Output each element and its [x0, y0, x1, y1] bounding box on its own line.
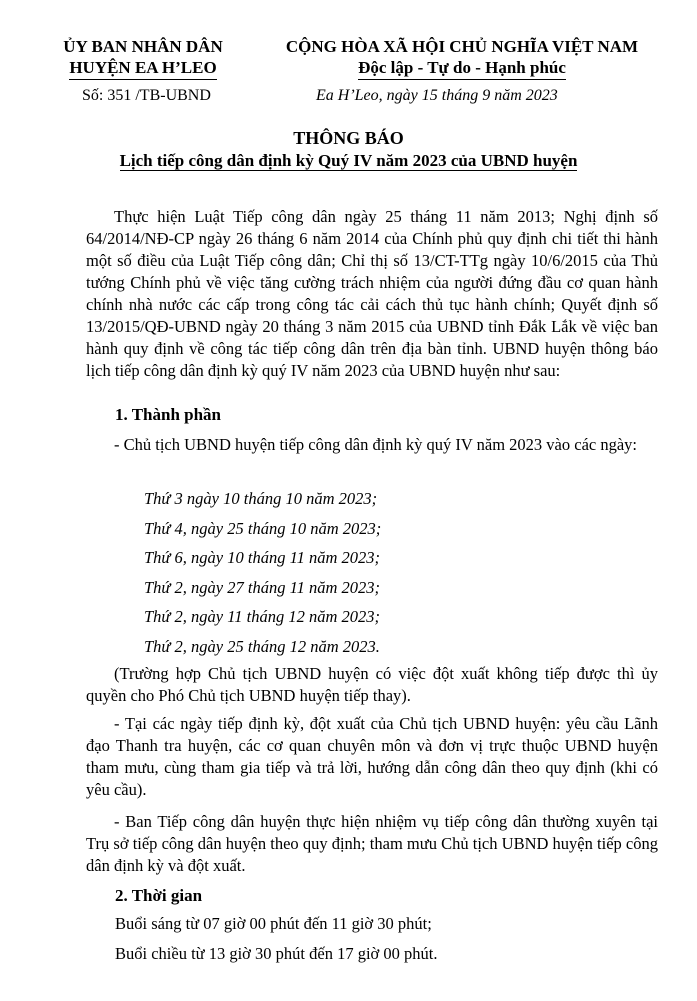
reception-date: Thứ 6, ngày 10 tháng 11 năm 2023; — [144, 548, 381, 567]
reception-dates-list — [144, 484, 381, 661]
national-motto: Độc lập - Tự do - Hạnh phúc — [358, 57, 566, 80]
reception-date: Thứ 4, ngày 25 tháng 10 năm 2023; — [144, 518, 382, 538]
agency-header — [38, 36, 248, 80]
document-number: Số: 351 /TB-UBND — [82, 87, 211, 104]
reception-date: Thứ 2, ngày 27 tháng 11 năm 2023; — [144, 577, 381, 597]
intro-paragraph: Thực hiện Luật Tiếp công dân ngày 25 tháng 11 năm 2013; Nghị định số 64/2014/NĐ-CP ngày 26 tháng 6 năm 2014 của Chính phủ quy định chi tiết thi hành một số điều của Luật Tiếp công dân; Chỉ thị số 13/CT-TTg ngày 10/6/2015 của Thủ tướng Chính phủ về việc tăng cường trách nhiệm của người đứng đầu cơ quan hành chính nhà nước các cấp trong công tác cải cách thủ tục hành chính; Quyết định số 13/2015/QĐ-UBND ngày 20 tháng 3 năm 2015 của UBND tỉnh Đắk Lắk về việc ban hành quy định về công tác tiếp công dân trên địa bàn tỉnh. UBND huyện thông báo lịch tiếp công dân định kỳ quý IV năm 2023 của UBND huyện như sau: — [86, 207, 658, 380]
afternoon-hours: Buổi chiều từ 13 giờ 30 phút đến 17 giờ 00 phút. — [115, 944, 438, 963]
document-date: Ea H’Leo, ngày 15 tháng 9 năm 2023 — [316, 87, 558, 104]
reception-date: Thứ 2, ngày 25 tháng 12 năm 2023. — [144, 636, 380, 656]
agency-line-1: ỦY BAN NHÂN DÂN — [63, 37, 223, 56]
section-1-paragraph-2: (Trường hợp Chủ tịch UBND huyện có việc đột xuất không tiếp được thì ủy quyền cho Phó Chủ tịch UBND huyện tiếp thay). — [86, 664, 658, 705]
section-1-paragraph-3: - Tại các ngày tiếp định kỳ, đột xuất của Chủ tịch UBND huyện: yêu cầu Lãnh đạo Thanh tra huyện, các cơ quan chuyên môn và đơn vị trực thuộc UBND huyện tham mưu, cùng tham gia tiếp và trả lời, hướng dẫn công dân theo quy định (khi có yêu cầu). — [86, 714, 658, 799]
agency-line-2: HUYỆN EA H’LEO — [69, 57, 216, 80]
morning-hours: Buổi sáng từ 07 giờ 00 phút đến 11 giờ 30 phút; — [115, 914, 432, 933]
section-1-heading: 1. Thành phần — [115, 405, 222, 424]
country-name: CỘNG HÒA XÃ HỘI CHỦ NGHĨA VIỆT NAM — [285, 37, 639, 56]
section-1-paragraph-1: - Chủ tịch UBND huyện tiếp công dân định kỳ quý IV năm 2023 vào các ngày: — [114, 435, 638, 454]
section-2-heading: 2. Thời gian — [115, 886, 203, 905]
national-header — [262, 36, 662, 80]
reception-date: Thứ 3 ngày 10 tháng 10 năm 2023; — [144, 489, 378, 508]
document-title: THÔNG BÁO — [293, 128, 404, 148]
document-subtitle-text: Lịch tiếp công dân định kỳ Quý IV năm 2023 của UBND huyện — [119, 151, 578, 170]
document-subtitle — [0, 151, 697, 171]
section-1-paragraph-4: - Ban Tiếp công dân huyện thực hiện nhiệm vụ tiếp công dân thường xuyên tại Trụ sở tiếp công dân huyện theo quy định; tham mưu Chủ tịch UBND huyện tiếp công dân định kỳ và đột xuất. — [86, 812, 658, 875]
reception-date: Thứ 2, ngày 11 tháng 12 năm 2023; — [144, 607, 381, 626]
